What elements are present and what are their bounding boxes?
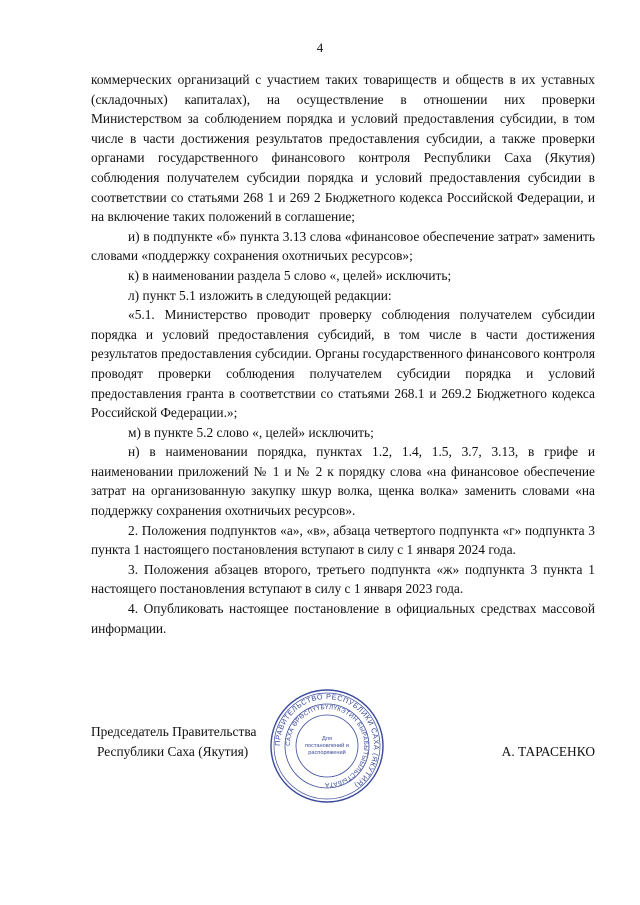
paragraph-continuation: коммерческих организаций с участием таких товариществ и обществ в их уставных (складочных) капиталах), на осуществление в отношении них проверки Министерством за соблюдением порядка и условий предоставления субсидии, в том числе в части достижения результатов предоставления субсидии, а также проверки органами государственного финансового контроля Республики Саха (Якутия) соблюдения получателем субсидии порядка и условий предоставления субсидии в соответствии со статьями 268 1 и 269 2 Бюджетного кодекса Российской Федерации, и на включение таких положений в соглашение; (91, 72, 595, 225)
signatory-title-line1: Председатель Правительства (91, 724, 257, 739)
paragraph-item-k: к) в наименовании раздела 5 слово «, целей» исключить; (128, 267, 452, 283)
paragraph-item-l: л) пункт 5.1 изложить в следующей редакции: (128, 287, 392, 303)
seal-outer-text: ПРАВИТЕЛЬСТВО РЕСПУБЛИКИ САХА (ЯКУТИЯ) (272, 691, 382, 791)
paragraph-clause-4: 4. Опубликовать настоящее постановление в официальных средствах массовой информации. (91, 601, 595, 636)
page-number: 4 (316, 40, 324, 55)
paragraph-item-n: н) в наименовании порядка, пунктах 1.2, 1.4, 1.5, 3.7, 3.13, в грифе и наименовании приложений № 1 и № 2 к порядку слова «на финансовое обеспечение затрат на организованную закупку шкур волка, щенка волка» заменить словами «на поддержку сохранения охотничьих ресурсов». (91, 444, 595, 519)
signatory-title-line2: Республики Саха (Якутия) (97, 743, 249, 759)
seal-center-line1: Для (321, 736, 333, 742)
seal-center-line2: постановлений и (305, 743, 349, 749)
official-seal (269, 688, 385, 804)
seal-inner-text: САХА ӨРӨСПҮҮБҮЛҮКЭТИН БЫРАБЫТЫЫЛЬСТЫБАТА (284, 703, 370, 789)
seal-center-line3: распоряжений (308, 750, 346, 756)
paragraph-clause-3: 3. Положения абзацев второго, третьего подпункта «ж» подпункта 3 пункта 1 настоящего постановления вступают в силу с 1 января 2023 года. (91, 561, 595, 597)
paragraph-quote-5-1: «5.1. Министерство проводит проверку соблюдения получателем субсидии порядка и условий предоставления субсидий, в том числе в части достижения результатов предоставления субсидии. Органы государственного финансового контроля проводят проверки соблюдения получателем субсидии порядка и условий предоставления гранта в соответствии со статьями 268.1 и 269.2 Бюджетного кодекса Российской Федерации.»; (91, 307, 595, 421)
paragraph-item-i: и) в подпункте «б» пункта 3.13 слова «финансовое обеспечение затрат» заменить словами «поддержку сохранения охотничьих ресурсов»; (91, 228, 595, 264)
paragraph-clause-2: 2. Положения подпунктов «а», «в», абзаца четвертого подпункта «г» подпункта 3 пункта 1 настоящего постановления вступают в силу с 1 января 2024 года. (91, 522, 595, 558)
signatory-name: А. ТАРАСЕНКО (501, 743, 595, 759)
signatory-title (91, 722, 256, 761)
paragraph-item-m: м) в пункте 5.2 слово «, целей» исключить; (128, 424, 374, 440)
document-body (91, 70, 595, 638)
